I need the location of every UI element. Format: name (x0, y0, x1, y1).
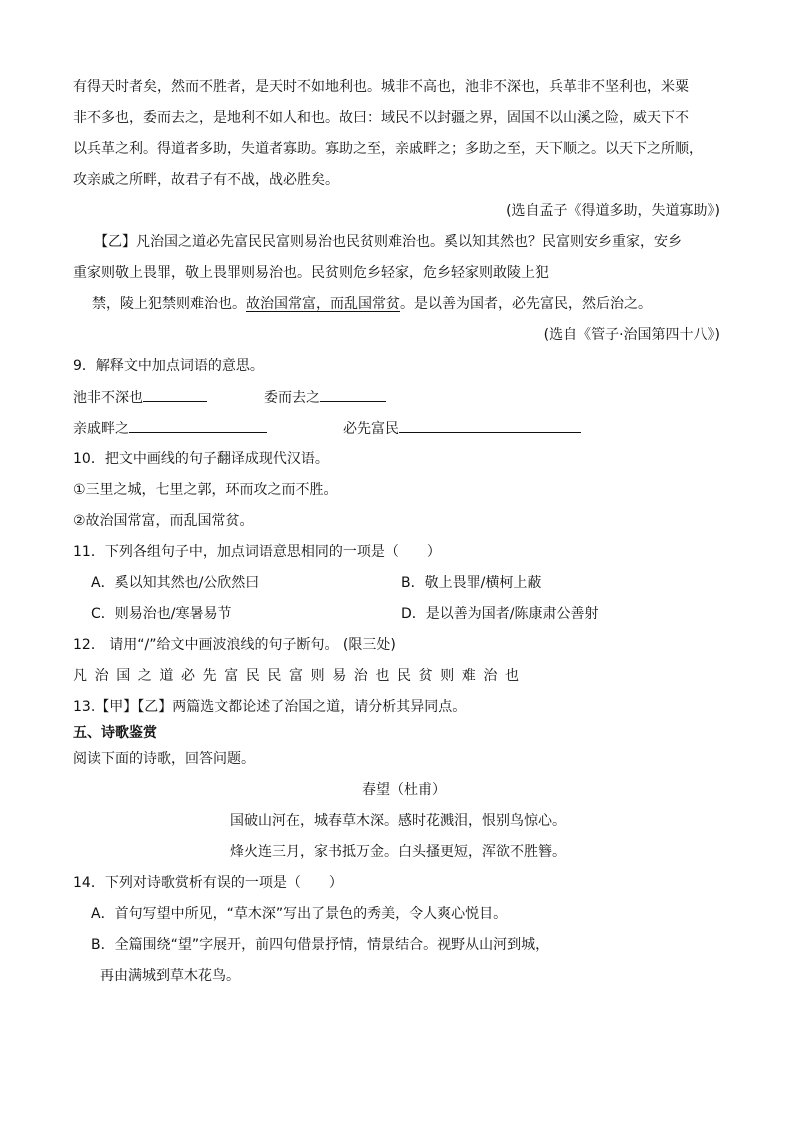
section-5-intro: 阅读下面的诗歌，回答问题。 (73, 751, 255, 767)
q11-option-c[interactable]: C．则易治也/寒暑易节 (91, 606, 232, 622)
q9-b-text: 委而去之 (264, 390, 320, 406)
q9-b-answer-blank[interactable] (320, 387, 386, 402)
q13-stem: 13.【甲】【乙】两篇选文都论述了治国之道，请分析其异同点。 (73, 699, 467, 715)
section-5-heading: 五、诗歌鉴赏 (73, 725, 157, 741)
poem-line-2: 烽火连三月，家书抵万金。白头搔更短，浑欲不胜簪。 (230, 844, 566, 860)
q9-item-b (264, 387, 386, 408)
jia-line-2: 非不多也，委而去之，是地利不如人和也。故曰：域民不以封疆之界，固国不以山溪之险，威天下不 (73, 110, 689, 126)
q9-a-text: 池非不深也 (73, 390, 143, 406)
q9-stem: 9．解释文中加点词语的意思。 (73, 358, 264, 374)
q11-option-a[interactable]: A．奚以知其然也/公欣然曰 (91, 575, 260, 591)
jia-line-4: 攻亲戚之所畔，故君子有不战，战必胜矣。 (73, 172, 339, 188)
jia-source: (选自孟子《得道多助，失道寡助》) (506, 203, 720, 219)
yi-line-3 (92, 294, 652, 314)
q12-stem: 12． 请用“/”给文中画波浪线的句子断句。 (限三处) (73, 637, 396, 653)
q9-c-answer-blank[interactable] (129, 418, 267, 433)
q11-option-d[interactable]: D．是以善为国者/陈康肃公善射 (401, 606, 599, 622)
yi-line-3-pre: 禁，陵上犯禁则难治也。 (92, 296, 246, 312)
q10-sentence-2: ②故治国常富，而乱国常贫。 (73, 513, 254, 529)
jia-line-3: 以兵革之利。得道者多助，失道者寡助。寡助之至，亲戚畔之；多助之至，天下顺之。以天下之所顺， (73, 141, 703, 157)
q12-sentence: 凡治国之道必先富民民富则易治也民贫则难治也 (73, 668, 527, 684)
q14-option-a[interactable]: A．首句写望中所见，“草木深”写出了景色的秀美，令人爽心悦目。 (91, 906, 508, 922)
q9-d-text: 必先富民 (343, 421, 399, 437)
yi-line-2: 重家则敬上畏罪，敬上畏罪则易治也。民贫则危乡轻家，危乡轻家则敢陵上犯 (73, 265, 549, 281)
yi-line-3-post: 。是以善为国者，必先富民，然后治之。 (400, 296, 652, 312)
yi-line-1: 【乙】凡治国之道必先富民民富则易治也民贫则难治也。奚以知其然也？民富则安乡重家，安乡 (94, 234, 682, 250)
yi-source: (选自《管子·治国第四十八》) (543, 327, 720, 343)
q9-item-c (73, 418, 267, 439)
q9-c-text: 亲戚畔之 (73, 421, 129, 437)
jia-line-1: 有得天时者矣，然而不胜者，是天时不如地利也。城非不高也，池非不深也，兵革非不坚利也，米粟 (73, 79, 689, 95)
q14-option-b[interactable]: B．全篇围绕“望”字展开，前四句借景抒情，情景结合。视野从山河到城， (91, 937, 550, 953)
q14-stem: 14．下列对诗歌赏析有误的一项是（ ） (73, 875, 343, 891)
q11-stem: 11．下列各组句子中，加点词语意思相同的一项是（ ） (73, 544, 441, 560)
q9-d-answer-blank[interactable] (399, 418, 581, 433)
q10-stem: 10．把文中画线的句子翻译成现代汉语。 (73, 451, 329, 467)
q11-option-b[interactable]: B．敬上畏罪/横柯上蔽 (401, 575, 542, 591)
q9-a-answer-blank[interactable] (143, 387, 207, 402)
poem-title: 春望（杜甫） (362, 782, 446, 798)
q10-sentence-1: ①三里之城，七里之郭，环而攻之而不胜。 (73, 482, 338, 498)
q14-option-b-continued: 再由满城到草木花鸟。 (100, 968, 240, 984)
q9-item-d (343, 418, 581, 439)
poem-line-1: 国破山河在，城春草木深。感时花溅泪，恨别鸟惊心。 (230, 813, 566, 829)
q9-item-a (73, 387, 207, 408)
yi-underlined-sentence: 故治国常富，而乱国常贫 (246, 296, 400, 312)
